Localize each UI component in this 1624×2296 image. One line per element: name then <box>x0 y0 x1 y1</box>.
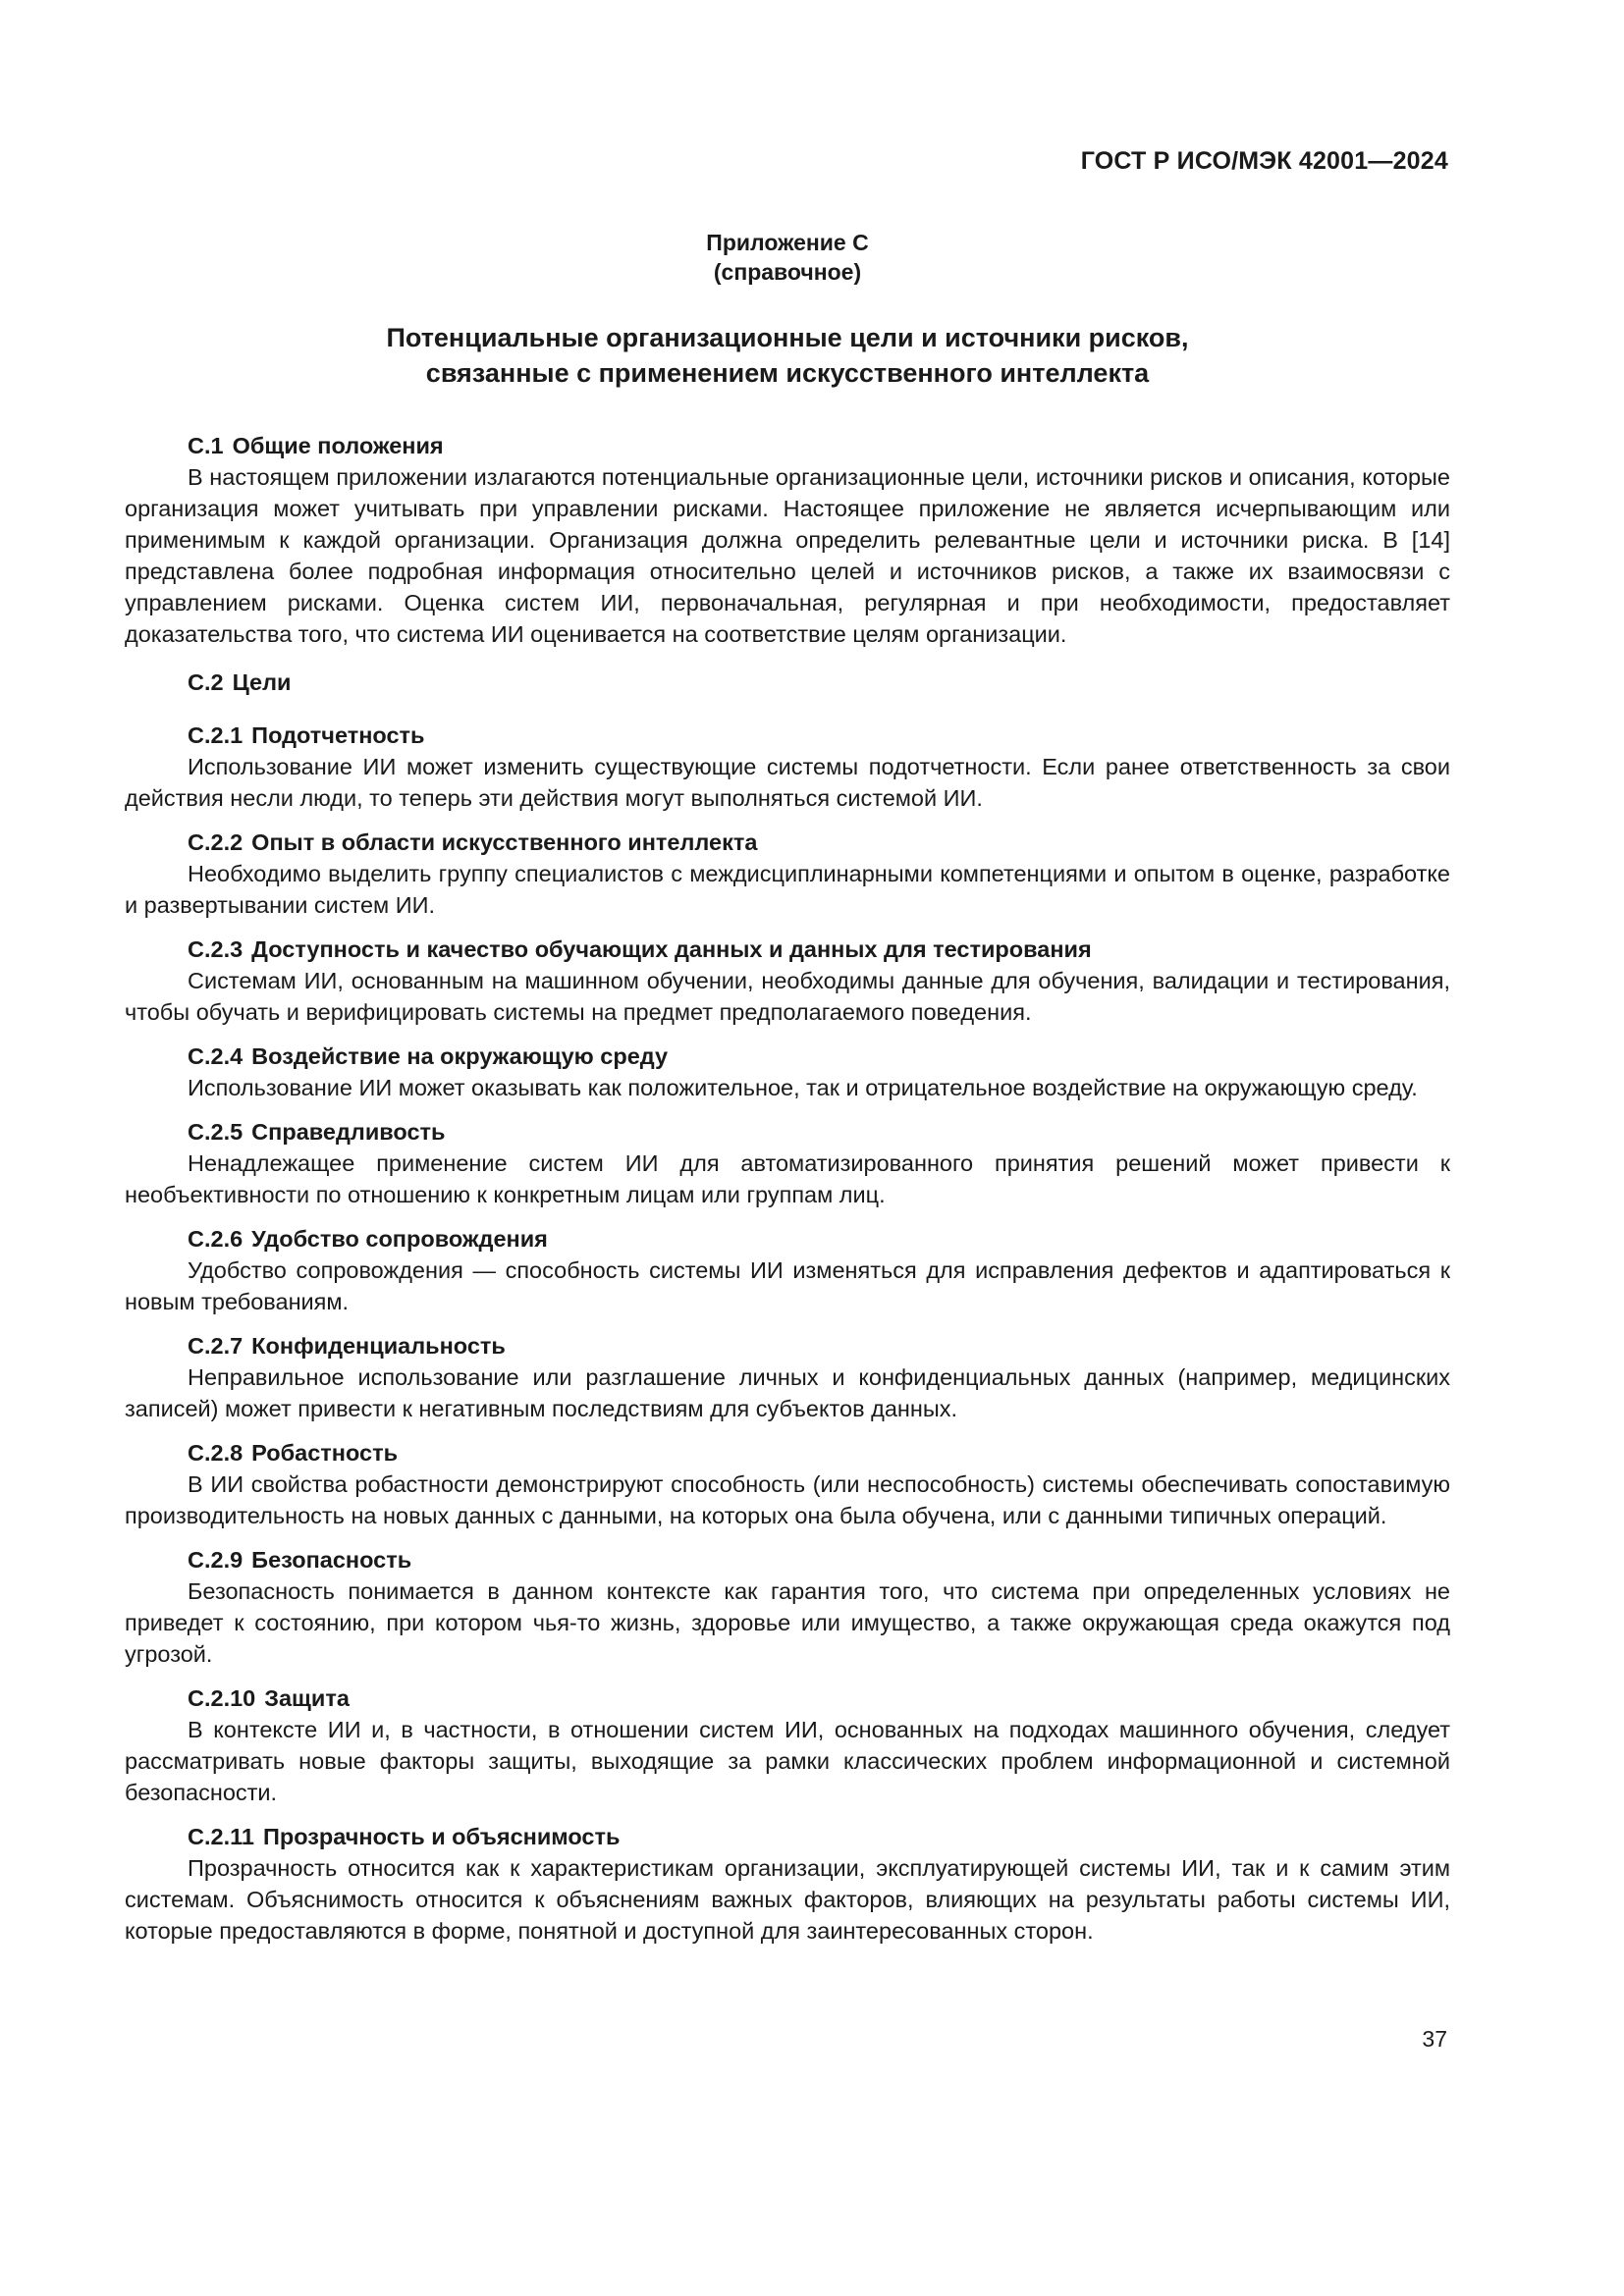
subsection-title: Безопасность <box>251 1547 412 1573</box>
subsection-heading <box>125 1682 1450 1714</box>
page-title-line-1: Потенциальные организационные цели и источники рисков, <box>386 323 1189 352</box>
subsection-heading <box>125 1223 1450 1255</box>
subsection-c2-4 <box>125 1041 1450 1103</box>
subsection-text: В ИИ свойства робастности демонстрируют способность (или неспособность) системы обеспечивать сопоставимую производительность на новых данных с данными, на которых она была обучена, или с данными типичных операций. <box>125 1471 1450 1528</box>
subsection-heading <box>125 1116 1450 1148</box>
subsection-heading <box>125 827 1450 858</box>
subsection-heading <box>125 934 1450 965</box>
subsection-text: Неправильное использование или разглашение личных и конфиденциальных данных (например, медицинских записей) может привести к негативным последствиям для субъектов данных. <box>125 1364 1450 1421</box>
subsection-c2-6 <box>125 1223 1450 1317</box>
subsection-number: С.2.11 <box>188 1824 254 1849</box>
subsection-c2-2 <box>125 827 1450 921</box>
section-c1 <box>125 430 1450 650</box>
subsection-text: В контексте ИИ и, в частности, в отношении систем ИИ, основанных на подходах машинного обучения, следует рассматривать новые факторы защиты, выходящие за рамки классических проблем информационной и системной безопасности. <box>125 1717 1450 1805</box>
section-title: Цели <box>232 669 292 695</box>
section-title: Общие положения <box>232 433 444 458</box>
subsection-title: Подотчетность <box>251 722 425 748</box>
subsection-title: Воздействие на окружающую среду <box>251 1043 669 1069</box>
subsection-number: С.2.6 <box>188 1226 244 1252</box>
subsection-number: С.2.4 <box>188 1043 244 1069</box>
subsection-heading <box>125 1330 1450 1362</box>
document-code: ГОСТ Р ИСО/МЭК 42001—2024 <box>1080 147 1448 175</box>
section-heading <box>125 430 1450 461</box>
subsection-heading <box>125 1821 1450 1852</box>
document-body <box>125 430 1450 1959</box>
subsection-c2-11 <box>125 1821 1450 1947</box>
section-c2 <box>125 667 1450 698</box>
subsection-heading <box>125 1041 1450 1072</box>
subsection-number: С.2.7 <box>188 1333 244 1359</box>
subsection-number: С.2.9 <box>188 1547 244 1573</box>
subsection-c2-10 <box>125 1682 1450 1808</box>
subsection-text: Прозрачность относится как к характеристикам организации, эксплуатирующей системы ИИ, так и к самим этим системам. Объяснимость относится к объяснениям важных факторов, влияющих на результаты работы системы ИИ, которые предоставляются в форме, понятной и доступной для заинтересованных сторон. <box>125 1855 1450 1944</box>
subsection-number: С.2.2 <box>188 829 244 855</box>
subsection-text: Удобство сопровождения — способность системы ИИ изменяться для исправления дефектов и адаптироваться к новым требованиям. <box>125 1257 1450 1314</box>
subsection-text: Ненадлежащее применение систем ИИ для автоматизированного принятия решений может привести к необъективности по отношению к конкретным лицам или группам лиц. <box>125 1150 1450 1207</box>
subsection-c2-5 <box>125 1116 1450 1210</box>
annex-title: Приложение С <box>706 230 869 255</box>
section-number: С.2 <box>188 669 224 695</box>
subsection-heading <box>125 1544 1450 1575</box>
subsection-c2-8 <box>125 1437 1450 1531</box>
annex-heading <box>0 228 1575 287</box>
subsection-text: Безопасность понимается в данном контексте как гарантия того, что система при определенных условиях не приведет к состоянию, при котором чья-то жизнь, здоровье или имущество, а также окружающая среда окажутся под угрозой. <box>125 1578 1450 1667</box>
subsection-title: Опыт в области искусственного интеллекта <box>251 829 758 855</box>
subsection-heading <box>125 1437 1450 1468</box>
subsection-heading <box>125 720 1450 751</box>
subsection-title: Робастность <box>251 1440 399 1466</box>
subsection-c2-1 <box>125 720 1450 814</box>
subsection-title: Удобство сопровождения <box>251 1226 548 1252</box>
subsection-title: Доступность и качество обучающих данных и данных для тестирования <box>251 936 1092 962</box>
subsection-number: С.2.1 <box>188 722 244 748</box>
subsection-c2-3 <box>125 934 1450 1028</box>
subsection-number: С.2.5 <box>188 1119 244 1145</box>
subsection-text: Использование ИИ может оказывать как положительное, так и отрицательное воздействие на окружающую среду. <box>188 1075 1418 1100</box>
subsection-title: Справедливость <box>251 1119 446 1145</box>
subsection-text: Системам ИИ, основанным на машинном обучении, необходимы данные для обучения, валидации и тестирования, чтобы обучать и верифицировать системы на предмет предполагаемого поведения. <box>125 968 1450 1025</box>
page-number: 37 <box>1422 2026 1447 2052</box>
section-number: С.1 <box>188 433 224 458</box>
subsection-title: Прозрачность и объяснимость <box>262 1824 621 1849</box>
section-text: В настоящем приложении излагаются потенциальные организационные цели, источники рисков и описания, которые организация может учитывать при управлении рисками. Настоящее приложение не является исчерпывающим или применимым к каждой организации. Организация должна определить релевантные цели и источники риска. В [14] представлена более подробная информация относительно целей и источников рисков, а также их взаимосвязи с управлением рисками. Оценка систем ИИ, первоначальная, регулярная и при необходимости, предоставляет доказательства того, что система ИИ оценивается на соответствие целям организации. <box>125 464 1450 647</box>
subsection-title: Защита <box>264 1685 350 1711</box>
subsection-number: С.2.8 <box>188 1440 244 1466</box>
subsection-title: Конфиденциальность <box>251 1333 506 1359</box>
subsection-number: С.2.10 <box>188 1685 256 1711</box>
page-title <box>0 320 1575 391</box>
subsection-text: Использование ИИ может изменить существующие системы подотчетности. Если ранее ответственность за свои действия несли люди, то теперь эти действия могут выполняться системой ИИ. <box>125 754 1450 811</box>
subsection-text: Необходимо выделить группу специалистов с междисциплинарными компетенциями и опытом в оценке, разработке и развертывании систем ИИ. <box>125 861 1450 918</box>
subsection-c2-9 <box>125 1544 1450 1670</box>
subsection-c2-7 <box>125 1330 1450 1424</box>
section-heading <box>125 667 1450 698</box>
subsection-number: С.2.3 <box>188 936 244 962</box>
annex-type: (справочное) <box>713 259 862 285</box>
page-title-line-2: связанные с применением искусственного интеллекта <box>425 358 1150 388</box>
